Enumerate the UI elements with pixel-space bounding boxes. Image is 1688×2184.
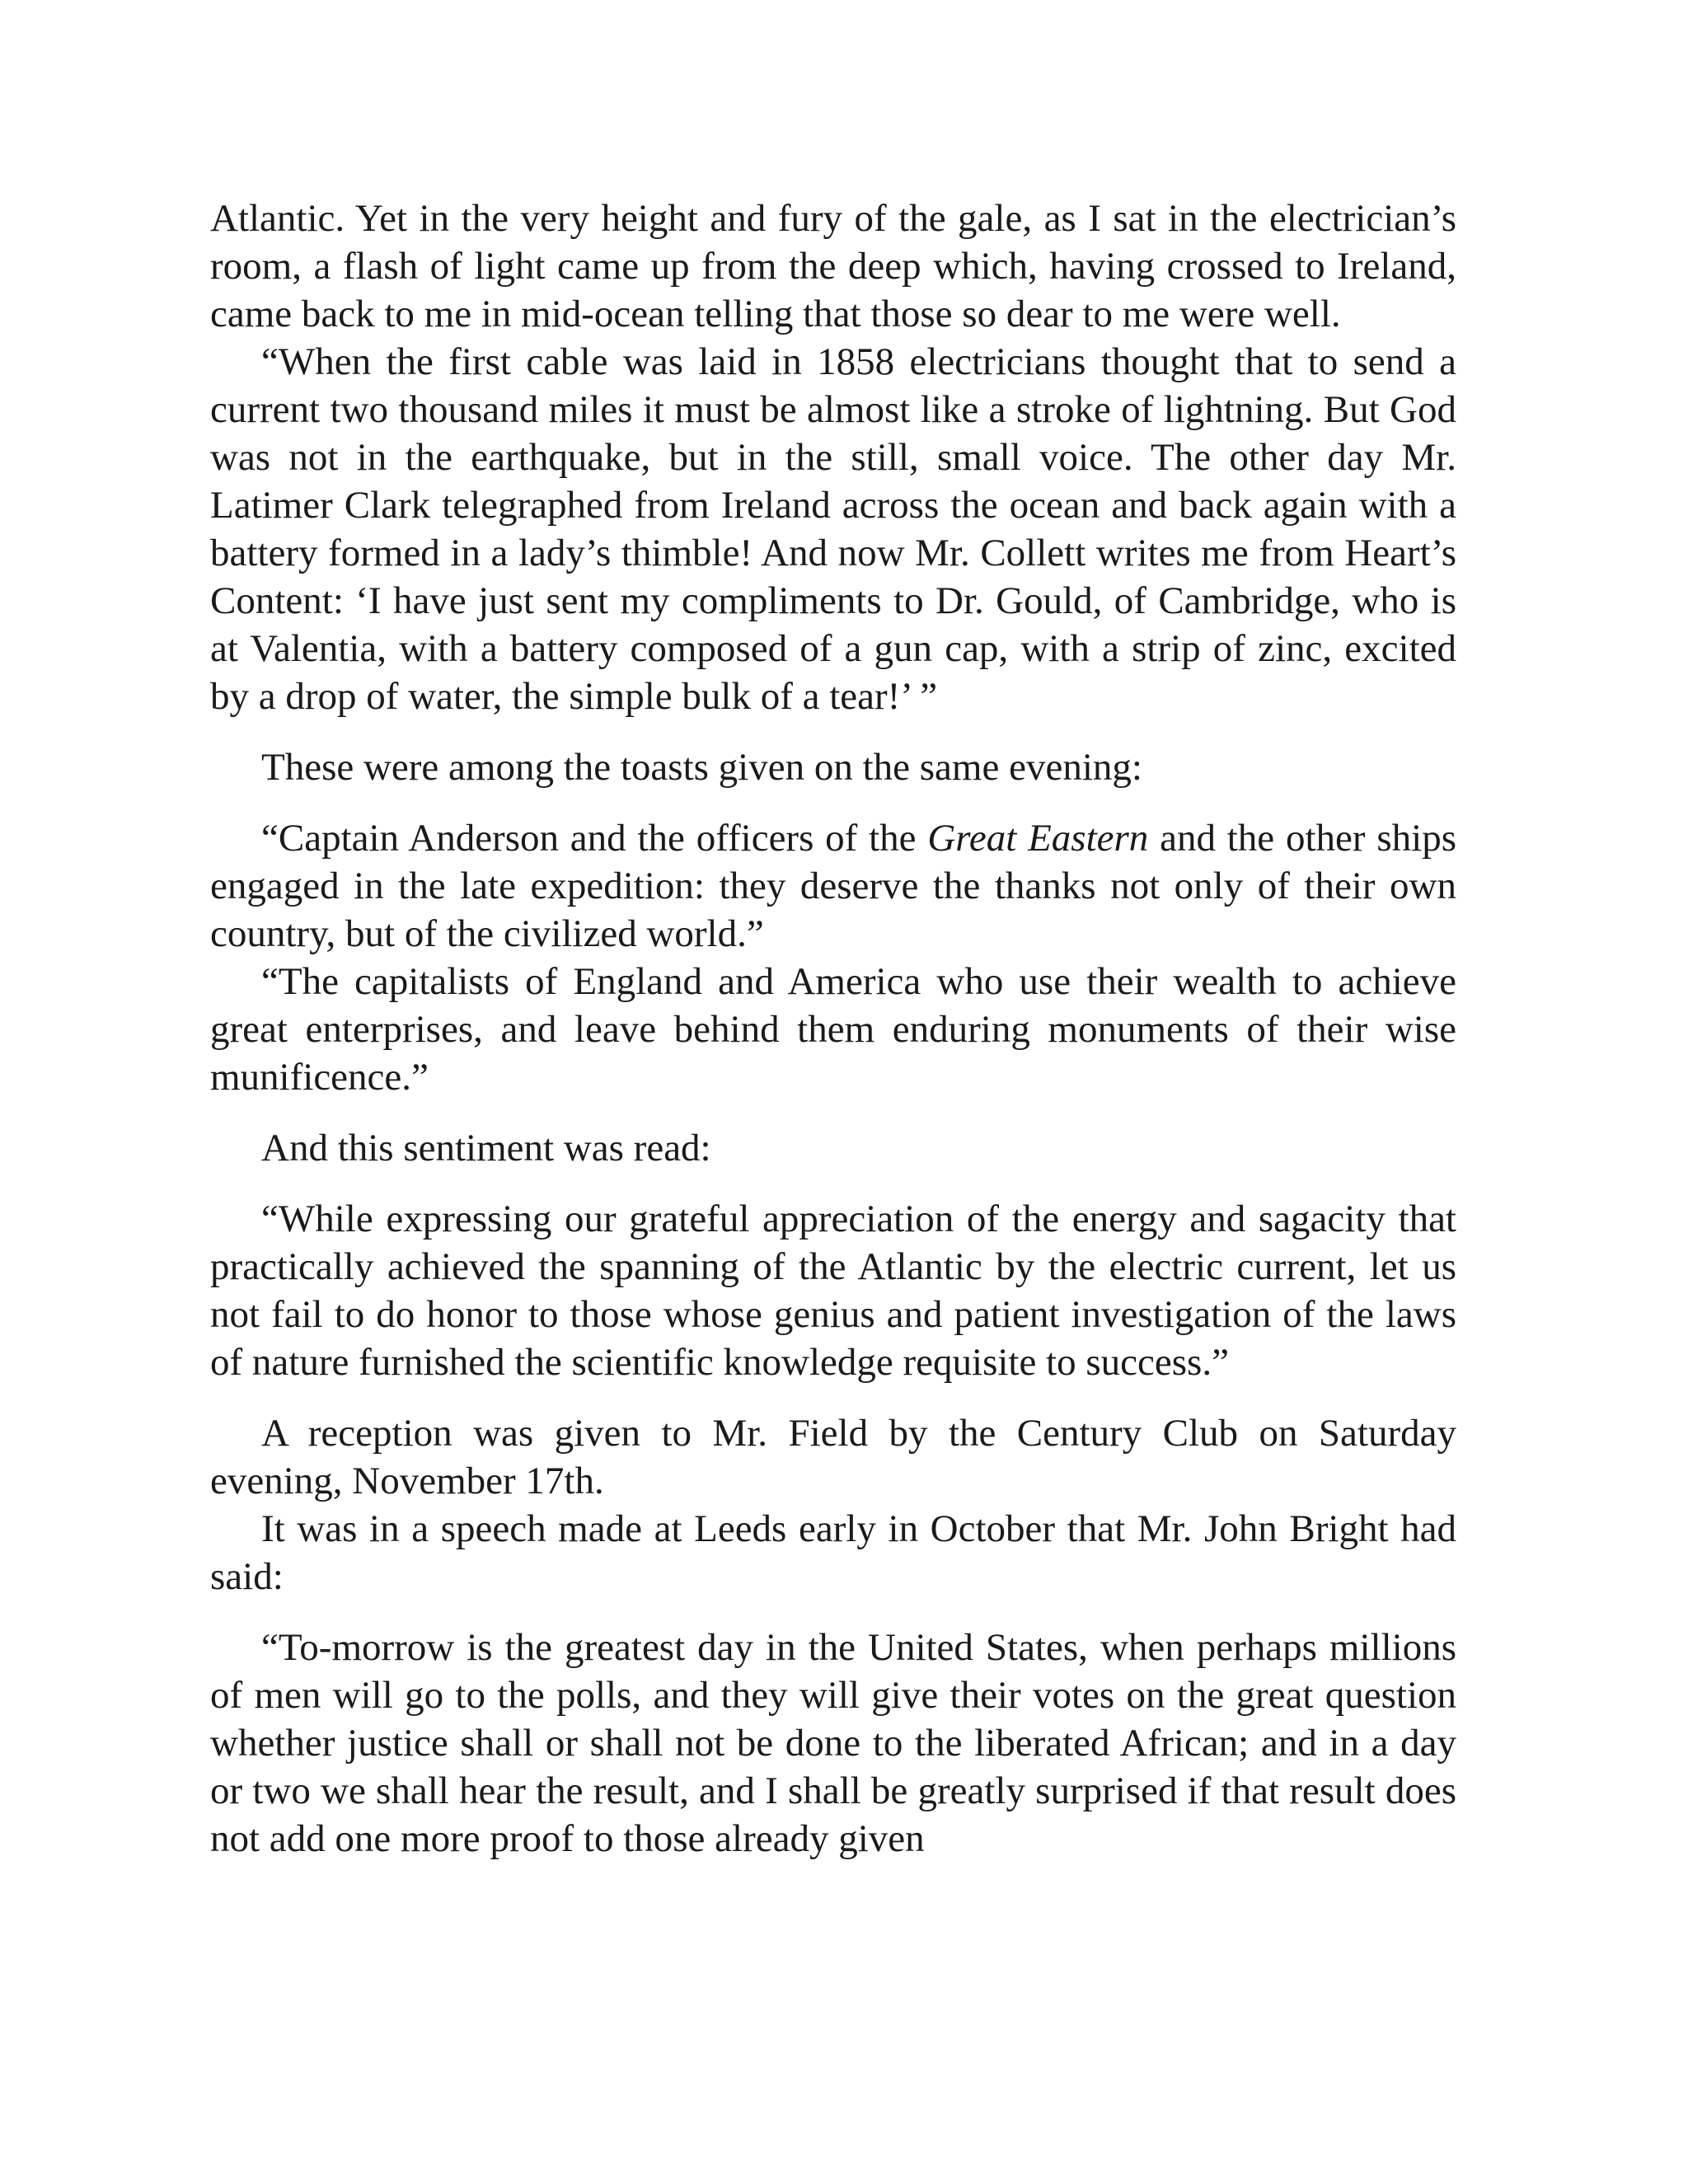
paragraph-toast-capitalists: “The capitalists of England and America who use their wealth to achieve great enterprises, and leave behind them enduring monuments of their wise munificence.” (210, 960, 1456, 1099)
paragraph-continuation: Atlantic. Yet in the very height and fury of the gale, as I sat in the electrician’s room, a flash of light came up from the deep which, having crossed to Ireland, came back to me in mid-ocean telling that those so dear to me were well. (210, 197, 1456, 335)
ship-name-italic: Great Eastern (927, 817, 1149, 860)
paragraph-toasts-intro: These were among the toasts given on the same evening: (261, 746, 1142, 789)
paragraph-sentiment: “While expressing our grateful appreciation of the energy and sagacity that practically achieved the spanning of the Atlantic by the electric current, let us not fail to do honor to those whose genius and patient investigation of the laws of nature furnished the scientific knowledge requisite to success.” (210, 1197, 1456, 1384)
toast-captain-before: “Captain Anderson and the officers of the (261, 817, 928, 860)
paragraph-toast-captain (210, 814, 1456, 958)
toast-captain-after: and the other ships engaged in the late expedition: they deserve the thanks not only of their own country, but of the civilized world.” (210, 817, 1456, 955)
paragraph-reception: A reception was given to Mr. Field by the Century Club on Saturday evening, November 17th. (210, 1412, 1456, 1502)
paragraph-cable-speech: “When the first cable was laid in 1858 electricians thought that to send a current two thousand miles it must be almost like a stroke of lightning. But God was not in the earthquake, but in the still, small voice. The other day Mr. Latimer Clark telegraphed from Ireland across the ocean and back again with a battery formed in a lady’s thimble! And now Mr. Collett writes me from Heart’s Content: ‘I have just sent my compliments to Dr. Gould, of Cambridge, who is at Valentia, with a battery composed of a gun cap, with a strip of zinc, excited by a drop of water, the simple bulk of a tear!’ ” (210, 340, 1456, 718)
paragraph-sentiment-intro: And this sentiment was read: (261, 1127, 711, 1169)
paragraph-bright-quote: “To-morrow is the greatest day in the United States, when perhaps millions of men will go to the polls, and they will give their votes on the great question whether justice shall or shall not be done to the liberated African; and in a day or two we shall hear the result, and I shall be greatly surprised if that result does not add one more proof to those already given (210, 1626, 1456, 1860)
document-page (210, 194, 1456, 1863)
paragraph-bright-intro: It was in a speech made at Leeds early in October that Mr. John Bright had said: (210, 1507, 1456, 1598)
